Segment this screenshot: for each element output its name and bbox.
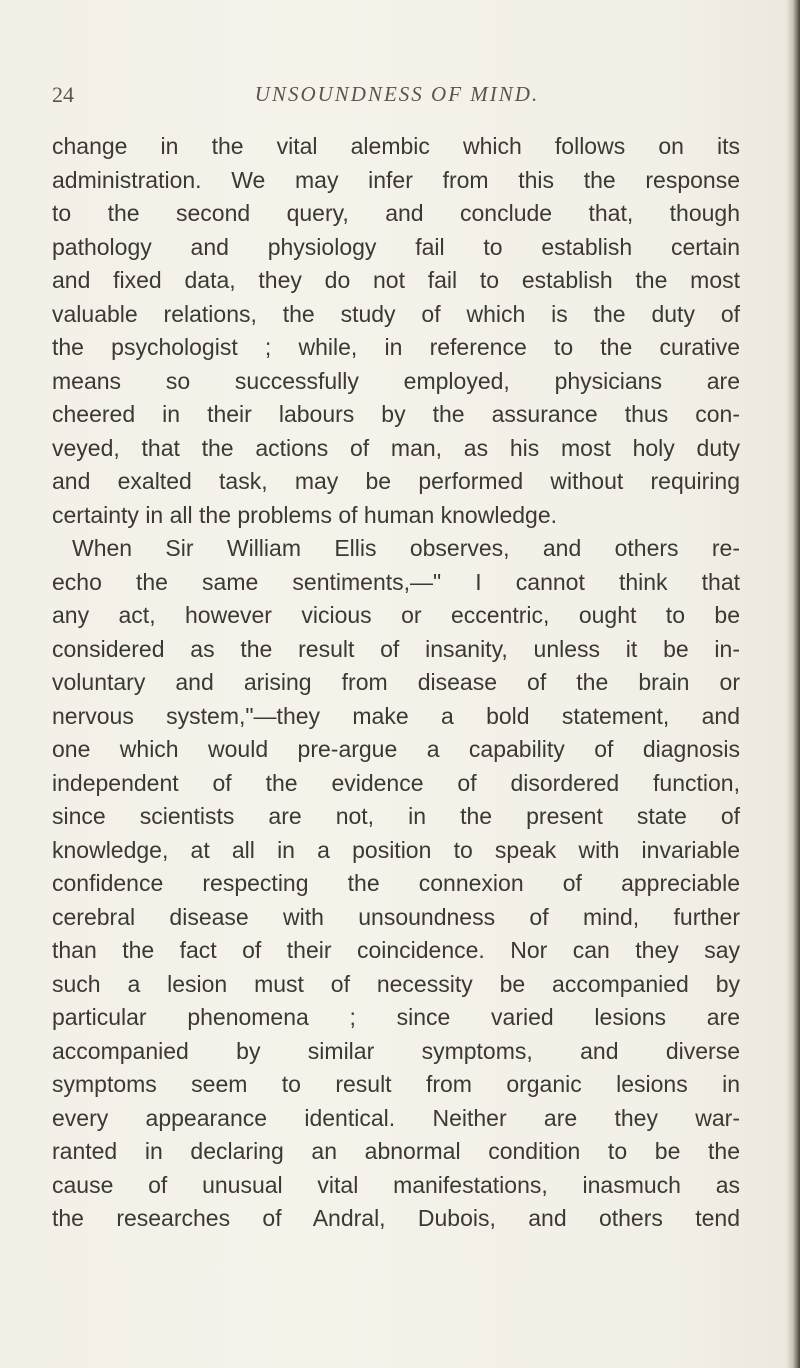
text-line: to the second query, and conclude that, though (52, 200, 740, 226)
text-line: veyed, that the actions of man, as his most holy duty (52, 434, 740, 461)
text-line: cheered in their labours by the assurance thus con- (52, 401, 740, 427)
text-line: every appearance identical. Neither are they war- (52, 1104, 740, 1131)
text-line: one which would pre-argue a capability of diagnosis (52, 736, 740, 762)
text-line: particular phenomena ; since varied lesions are (52, 1004, 740, 1030)
text-line: and fixed data, they do not fail to establish the most (52, 267, 740, 293)
text-line: accompanied by similar symptoms, and diverse (52, 1037, 740, 1064)
body-text (52, 130, 740, 1236)
page-number: 24 (52, 82, 74, 107)
text-line: symptoms seem to result from organic lesions in (52, 1071, 740, 1097)
text-line: valuable relations, the study of which is the duty of (52, 300, 740, 327)
text-line: such a lesion must of necessity be accompanied by (52, 970, 740, 997)
text-line: than the fact of their coincidence. Nor can they say (52, 937, 740, 963)
text-line: change in the vital alembic which follows on its (52, 133, 740, 159)
text-line: administration. We may infer from this the response (52, 166, 740, 193)
text-line: any act, however vicious or eccentric, ought to be (52, 602, 740, 628)
text-line: ranted in declaring an abnormal condition to be the (52, 1138, 740, 1164)
page-header (52, 82, 742, 112)
text-line: knowledge, at all in a position to speak with invariable (52, 836, 740, 863)
text-line: the psychologist ; while, in reference to the curative (52, 334, 740, 360)
text-line: independent of the evidence of disordered function, (52, 769, 740, 796)
text-line: and exalted task, may be performed without requiring (52, 468, 740, 494)
text-line: the researches of Andral, Dubois, and others tend (52, 1205, 740, 1231)
text-line: considered as the result of insanity, unless it be in- (52, 635, 740, 662)
page-edge-shadow (786, 0, 800, 1368)
text-line: echo the same sentiments,—" I cannot think that (52, 568, 740, 595)
text-line: When Sir William Ellis observes, and others re- (72, 535, 740, 561)
text-line: certainty in all the problems of human knowledge. (52, 501, 558, 528)
text-line: nervous system,"—they make a bold statement, and (52, 702, 740, 729)
text-line: means so successfully employed, physicians are (52, 367, 740, 394)
text-line: cerebral disease with unsoundness of mind, further (52, 903, 740, 930)
text-line: voluntary and arising from disease of the brain or (52, 669, 740, 695)
text-line: cause of unusual vital manifestations, inasmuch as (52, 1171, 740, 1198)
text-line: confidence respecting the connexion of appreciable (52, 870, 740, 896)
text-line: pathology and physiology fail to establish certain (52, 233, 740, 260)
text-line: since scientists are not, in the present state of (52, 803, 740, 829)
running-head: UNSOUNDNESS OF MIND. (254, 82, 540, 106)
